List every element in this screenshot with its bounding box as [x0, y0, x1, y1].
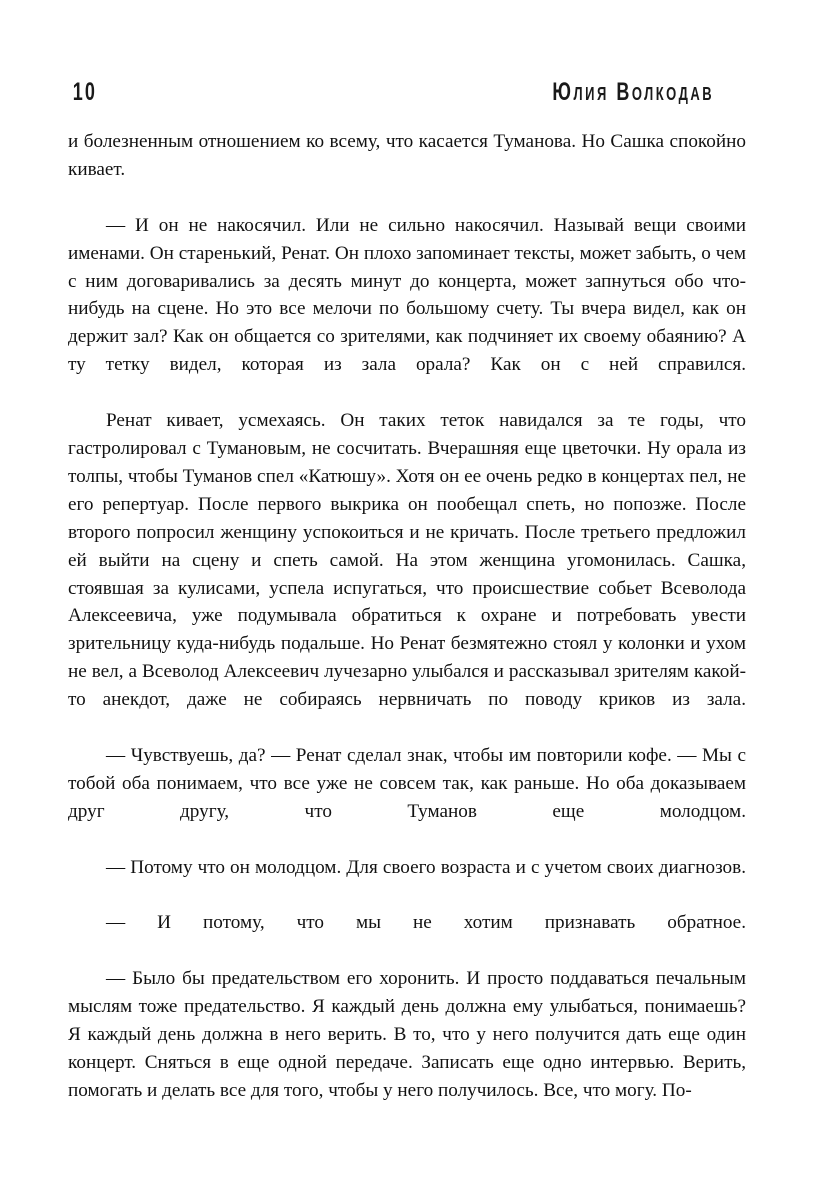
paragraph: — И потому, что мы не хотим признавать обратное. — [106, 912, 746, 934]
paragraph: — Чувствуешь, да? — Ренат сделал знак, чтобы им повторили кофе. — Мы с тобой оба понимаем, что все уже не совсем так, как раньше. Но оба доказываем друг другу, что Туманов еще молодцом. — [68, 744, 746, 822]
running-head — [68, 78, 746, 104]
paragraph: — Потому что он молодцом. Для своего возраста и с учетом своих диагнозов. — [106, 856, 746, 878]
paragraph: — Было бы предательством его хоронить. И просто поддаваться печальным мыслям тоже предательство. Я каждый день должна ему улыбаться, понимаешь? Я каждый день должна в него верить. В то, что у него получится дать еще один концерт. Сняться в еще одной передаче. Записать еще одно интервью. Верить, помогать и делать все для того, чтобы у него получилось. Все, что могу. По- — [68, 968, 746, 1101]
page-number: 10 — [72, 78, 98, 106]
paragraph: Ренат кивает, усмехаясь. Он таких теток навидался за те годы, что гастролировал с Тумановым, не сосчитать. Вчерашняя еще цветочки. Ну орала из толпы, чтобы Туманов спел «Катюшу». Хотя он ее очень редко в концертах пел, не его репертуар. После первого выкрика он пообещал спеть, но попозже. После второго попросил женщину успокоиться и не кричать. После третьего предложил ей выйти на сцену и спеть самой. На этом женщина угомонилась. Сашка, стоявшая за кулисами, успела испугаться, что происшествие собьет Всеволода Алексеевича, уже подумывала обратиться к охране и потребовать увести зрительницу куда-нибудь подальше. Но Ренат безмятежно стоял у колонки и ухом не вел, а Всеволод Алексеевич лучезарно улыбался и рассказывал зрителям какой-то анекдот, даже не собираясь нервничать по поводу криков из зала. — [68, 410, 746, 711]
paragraph: — И он не накосячил. Или не сильно накосячил. Называй вещи своими именами. Он старенький, Ренат. Он плохо запоминает тексты, может забыть, о чем с ним договаривались за десять минут до концерта, может запнуться обо что-нибудь на сцене. Но это все мелочи по большому счету. Ты вчера видел, как он держит зал? Как он общается со зрителями, как подчиняет их своему обаянию? А ту тетку видел, которая из зала орала? Как он с ней справился. — [68, 214, 746, 376]
paragraph: и болезненным отношением ко всему, что касается Туманова. Но Сашка спокойно кивает. — [68, 131, 746, 180]
author-running-head: Юлия Волкодав — [552, 78, 715, 106]
body-text-column — [68, 128, 746, 1105]
